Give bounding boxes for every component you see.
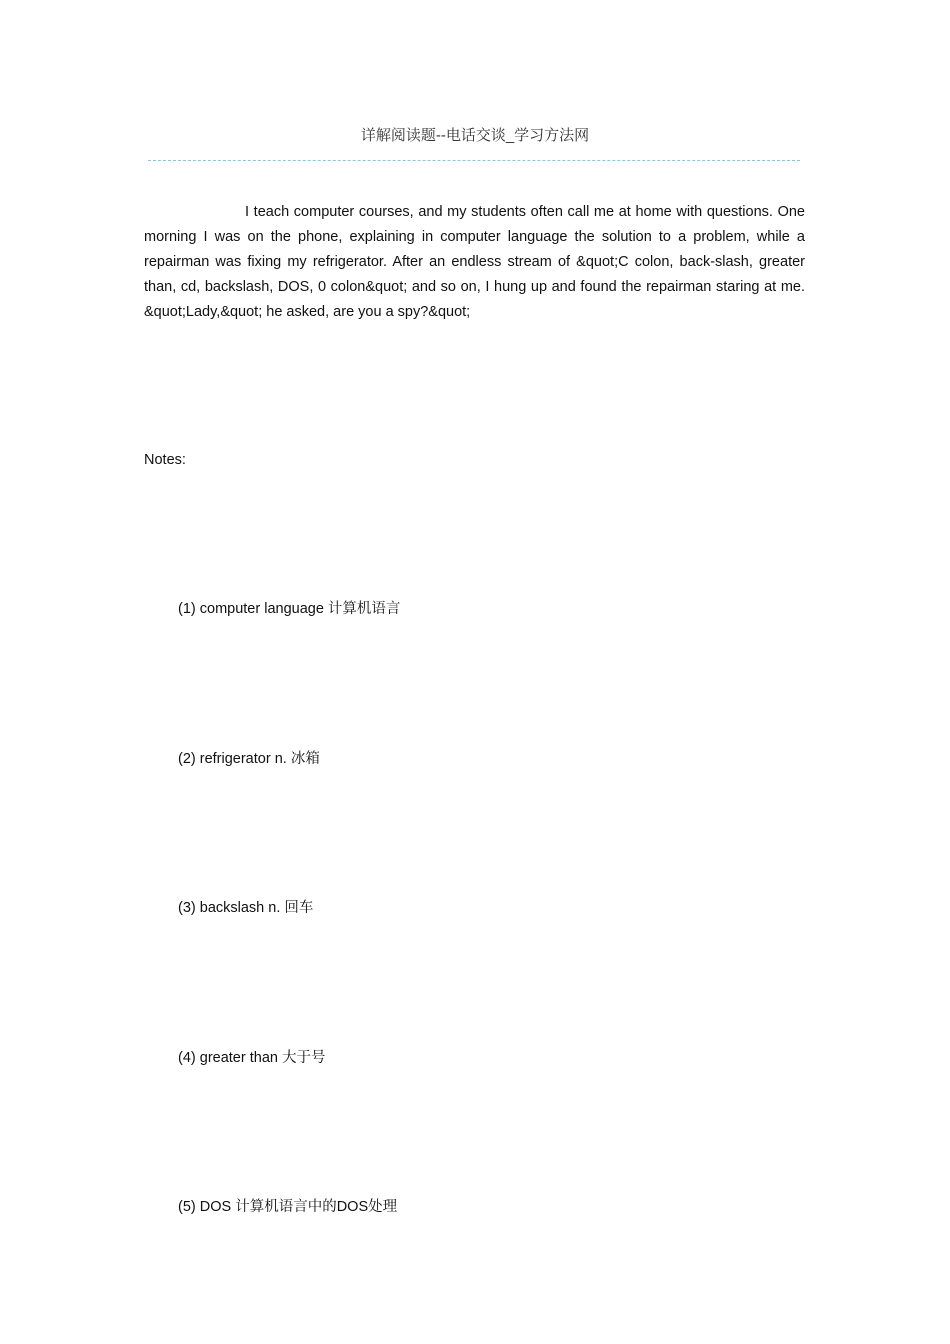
note-item: (3) backslash n. 回车	[178, 900, 314, 916]
notes-heading: Notes:	[144, 452, 186, 468]
title-divider	[148, 160, 800, 161]
note-item: (2) refrigerator n. 冰箱	[178, 751, 320, 767]
page-title: 详解阅读题--电话交谈_学习方法网	[360, 127, 590, 144]
note-item: (1) computer language 计算机语言	[178, 601, 401, 617]
note-item: (5) DOS 计算机语言中的DOS处理	[178, 1199, 398, 1215]
body-paragraph: I teach computer courses, and my students often call me at home with questions. One morning I was on the phone, explaining in computer language the solution to a problem, while a repairman was fixing my refrigerator. After an endless stream of &quot;C colon, back-slash, greater than, cd, backslash, DOS, 0 colon&quot; and so on, I hung up and found the repairman staring at me. &quot;Lady,&quot; he asked, are you a spy?&quot;	[144, 204, 805, 320]
note-item: (4) greater than 大于号	[178, 1050, 326, 1066]
